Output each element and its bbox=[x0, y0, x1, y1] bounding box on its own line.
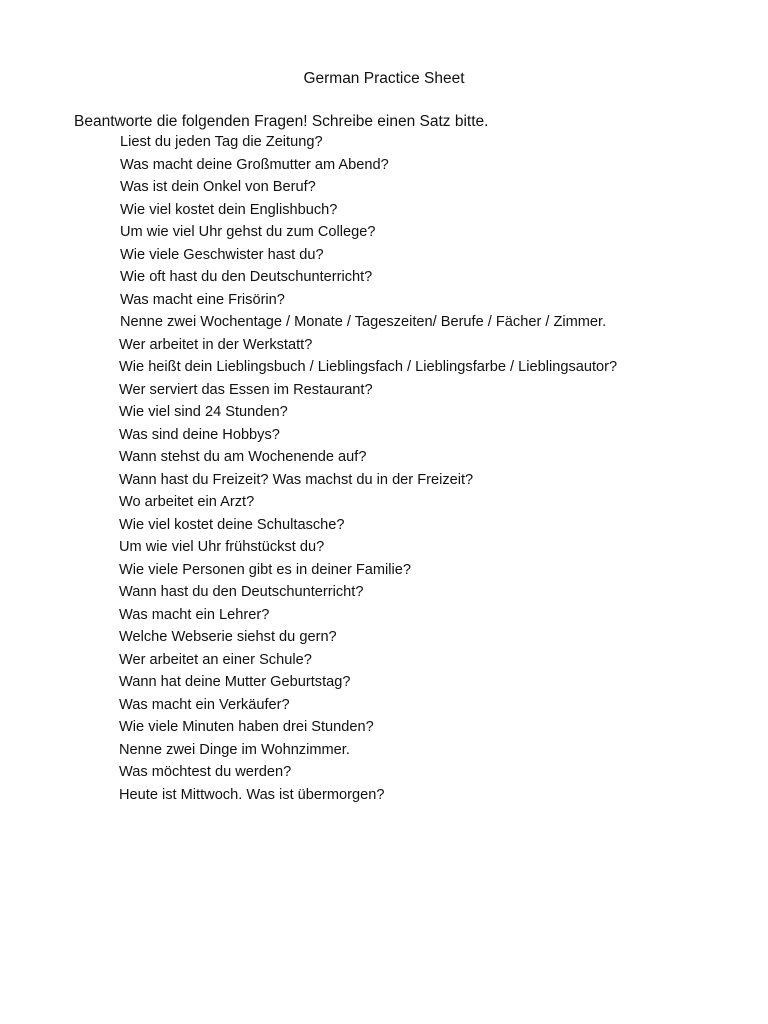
question-text: Was macht eine Frisörin? bbox=[120, 291, 285, 308]
question-text: Wann hast du den Deutschunterricht? bbox=[119, 584, 364, 600]
question-text: Wie oft hast du den Deutschunterricht? bbox=[120, 269, 373, 285]
question-text: Wer arbeitet in der Werkstatt? bbox=[119, 336, 313, 353]
question-text: Wie viele Geschwister hast du? bbox=[120, 246, 324, 263]
question-text: Wie viel sind 24 Stunden? bbox=[119, 404, 288, 420]
question-text: Wann hast du Freizeit? Was machst du in der Freizeit? bbox=[119, 471, 474, 488]
question-text: Was macht ein Lehrer? bbox=[119, 606, 270, 623]
question-text: Nenne zwei Wochentage / Monate / Tageszeiten/ Berufe / Fächer / Zimmer. bbox=[120, 314, 607, 330]
question-text: Was macht deine Großmutter am Abend? bbox=[120, 156, 389, 173]
question-text: Was ist dein Onkel von Beruf? bbox=[120, 179, 316, 195]
question-text: Was möchtest du werden? bbox=[119, 764, 292, 780]
question-text: Liest du jeden Tag die Zeitung? bbox=[120, 134, 323, 150]
question-text: Wie heißt dein Lieblingsbuch / Lieblingsfach / Lieblingsfarbe / Lieblingsautor? bbox=[119, 359, 618, 375]
question-text: Welche Webserie siehst du gern? bbox=[119, 629, 337, 645]
question-text: Wer serviert das Essen im Restaurant? bbox=[119, 381, 373, 398]
question-text: Wie viele Personen gibt es in deiner Familie? bbox=[119, 561, 412, 578]
question-text: Nenne zwei Dinge im Wohnzimmer. bbox=[119, 741, 350, 758]
question-text: Wie viel kostet dein Englishbuch? bbox=[120, 201, 338, 218]
page-title: German Practice Sheet bbox=[303, 70, 465, 87]
question-text: Heute ist Mittwoch. Was ist übermorgen? bbox=[119, 786, 385, 803]
question-text: Wer arbeitet an einer Schule? bbox=[119, 651, 312, 668]
question-text: Wann stehst du am Wochenende auf? bbox=[119, 449, 367, 465]
question-text: Was macht ein Verkäufer? bbox=[119, 696, 290, 713]
question-text: Um wie viel Uhr gehst du zum College? bbox=[120, 224, 376, 240]
question-text: Wie viel kostet deine Schultasche? bbox=[119, 516, 345, 533]
question-text: Wo arbeitet ein Arzt? bbox=[119, 494, 255, 510]
question-text: Um wie viel Uhr frühstückst du? bbox=[119, 539, 325, 555]
question-text: Wie viele Minuten haben drei Stunden? bbox=[119, 719, 374, 735]
question-text: Wann hat deine Mutter Geburtstag? bbox=[119, 674, 351, 690]
question-text: Was sind deine Hobbys? bbox=[119, 426, 280, 443]
instruction-text: Beantworte die folgenden Fragen! Schreibe einen Satz bitte. bbox=[74, 113, 489, 130]
